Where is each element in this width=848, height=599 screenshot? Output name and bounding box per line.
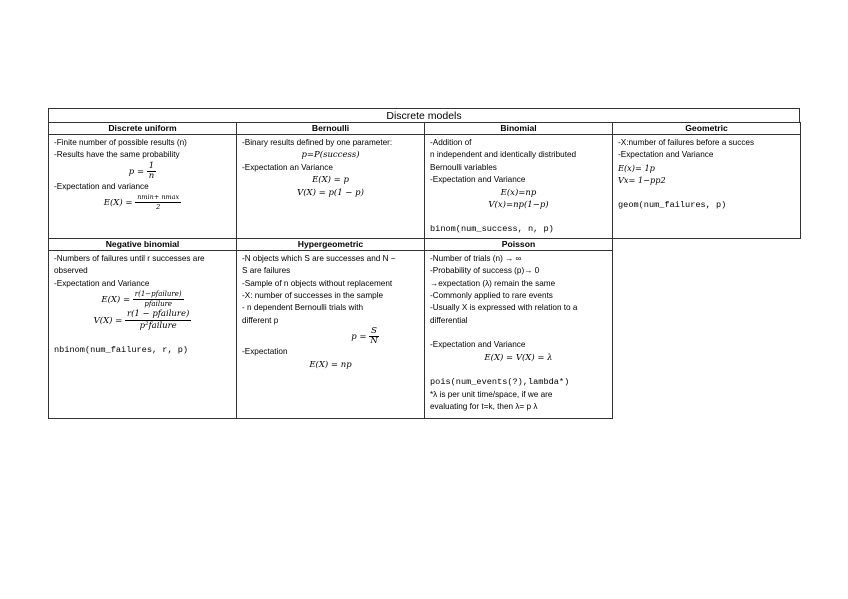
spacer (430, 211, 607, 223)
header-binomial: Binomial (425, 123, 613, 135)
fraction-num: 1 (148, 160, 155, 171)
fraction (369, 327, 379, 346)
hypergeo-expectation-formula: E(X) = np (309, 359, 352, 370)
fraction (147, 162, 156, 181)
cell-hypergeometric (237, 250, 425, 418)
binomial-formula: E(x)=np (500, 187, 537, 198)
discrete-models-table (48, 108, 800, 419)
fraction-num: r(1−pfailure) (134, 290, 182, 299)
spacer (54, 332, 231, 344)
formula-lhs: E(X) = (101, 295, 131, 306)
bernoulli-formula: p=P(success) (301, 150, 360, 161)
hypergeo-line: -N objects which S are successes and N − (242, 253, 396, 263)
bernoulli-formula: E(X) = p (312, 175, 349, 186)
hypergeo-line: -X: number of successes in the sample (242, 291, 384, 301)
negbinom-line: -Expectation and Variance (54, 278, 150, 288)
cell-geometric (613, 135, 801, 239)
fraction (125, 309, 191, 332)
header-bernoulli: Bernoulli (237, 123, 425, 135)
cell-discrete-uniform (49, 135, 237, 239)
uniform-line: -Expectation and variance (54, 181, 149, 191)
poisson-line: -Number of trials (n) → ∞ (430, 253, 522, 263)
negbinom-line: -Numbers of failures until r successes are observed (54, 253, 205, 276)
fraction (135, 193, 181, 212)
fraction-num: nmin+ nmax (137, 193, 180, 202)
geometric-line: -Expectation and Variance (618, 150, 714, 160)
poisson-formula: E(X) = V(X) = λ (484, 352, 553, 363)
spacer (430, 364, 607, 376)
binomial-formula: V(x)=np(1−p) (488, 200, 549, 211)
cell-negative-binomial (49, 250, 237, 418)
geometric-code: geom(num_failures, p) (618, 199, 727, 210)
geometric-formula: E(x)= 1p (618, 162, 655, 173)
fraction (133, 290, 184, 309)
empty-cell (613, 250, 801, 418)
poisson-line: -Usually X is expressed with relation to a differential (430, 303, 578, 325)
uniform-expectation-formula (54, 193, 231, 212)
binomial-line: -Expectation and Variance (430, 175, 526, 185)
geometric-formula: Vx= 1−pp2 (618, 175, 666, 186)
fraction-num: S (371, 326, 377, 337)
negbinom-code: nbinom(num_failures, r, p) (54, 345, 189, 356)
formula-lhs: E(X) = (103, 198, 133, 209)
uniform-prob-formula (54, 162, 231, 181)
header-hypergeometric: Hypergeometric (237, 238, 425, 250)
hypergeo-line: - n dependent Bernoulli trials with (242, 303, 364, 313)
formula-lhs: p = (351, 332, 367, 343)
fraction-den: p²failure (139, 321, 177, 332)
negbinom-variance-formula (54, 309, 231, 332)
poisson-line: →expectation (λ) remain the same (430, 278, 556, 288)
models-grid (48, 122, 801, 419)
binomial-code: binom(num_success, n, p) (430, 224, 554, 235)
header-discrete-uniform: Discrete uniform (49, 123, 237, 135)
table-title: Discrete models (48, 108, 800, 123)
binomial-line: Bernoulli variables (430, 162, 497, 172)
binomial-line: -Addition of (430, 138, 472, 147)
spacer (618, 187, 795, 199)
poisson-code: pois(num_events(?),lambda*) (430, 377, 570, 388)
bernoulli-formula: V(X) = p(1 − p) (297, 187, 364, 198)
spacer (430, 327, 607, 339)
header-poisson: Poisson (425, 238, 613, 250)
formula-lhs: V(X) = (93, 316, 123, 327)
negbinom-expectation-formula (54, 290, 231, 309)
bernoulli-line: -Binary results defined by one parameter: (242, 138, 393, 147)
fraction-den: N (370, 336, 378, 347)
cell-bernoulli (237, 135, 425, 239)
poisson-note: *λ is per unit time/space, if we are (430, 389, 553, 399)
hypergeo-line: different p (242, 315, 279, 325)
uniform-line: -Finite number of possible results (n) (54, 138, 187, 147)
fraction-den: 2 (156, 203, 161, 212)
fraction-num: r(1 − pfailure) (127, 309, 190, 320)
fraction-den: pfailure (144, 300, 173, 309)
formula-lhs: p = (128, 166, 145, 177)
fraction-den: n (148, 170, 155, 181)
header-geometric: Geometric (613, 123, 801, 135)
poisson-line: -Commonly applied to rare events (430, 291, 553, 301)
header-negative-binomial: Negative binomial (49, 238, 237, 250)
poisson-line: -Probability of success (p)→ 0 (430, 266, 540, 276)
geometric-line: -X:number of failures before a succes (618, 138, 755, 147)
hypergeo-line: S are failures (242, 266, 291, 276)
empty-cell (613, 238, 801, 250)
hypergeo-prob-formula (242, 327, 419, 346)
binomial-line: n independent and identically distributed (430, 150, 577, 160)
hypergeo-line: -Expectation (242, 347, 288, 357)
uniform-line: -Results have the same probability (54, 150, 180, 160)
poisson-note: evaluating for t=k, then λ= p λ (430, 401, 538, 411)
hypergeo-line: -Sample of n objects without replacement (242, 278, 393, 288)
cell-poisson (425, 250, 613, 418)
cell-binomial (425, 135, 613, 239)
poisson-line: -Expectation and Variance (430, 340, 526, 350)
bernoulli-line: -Expectation an Variance (242, 162, 333, 172)
